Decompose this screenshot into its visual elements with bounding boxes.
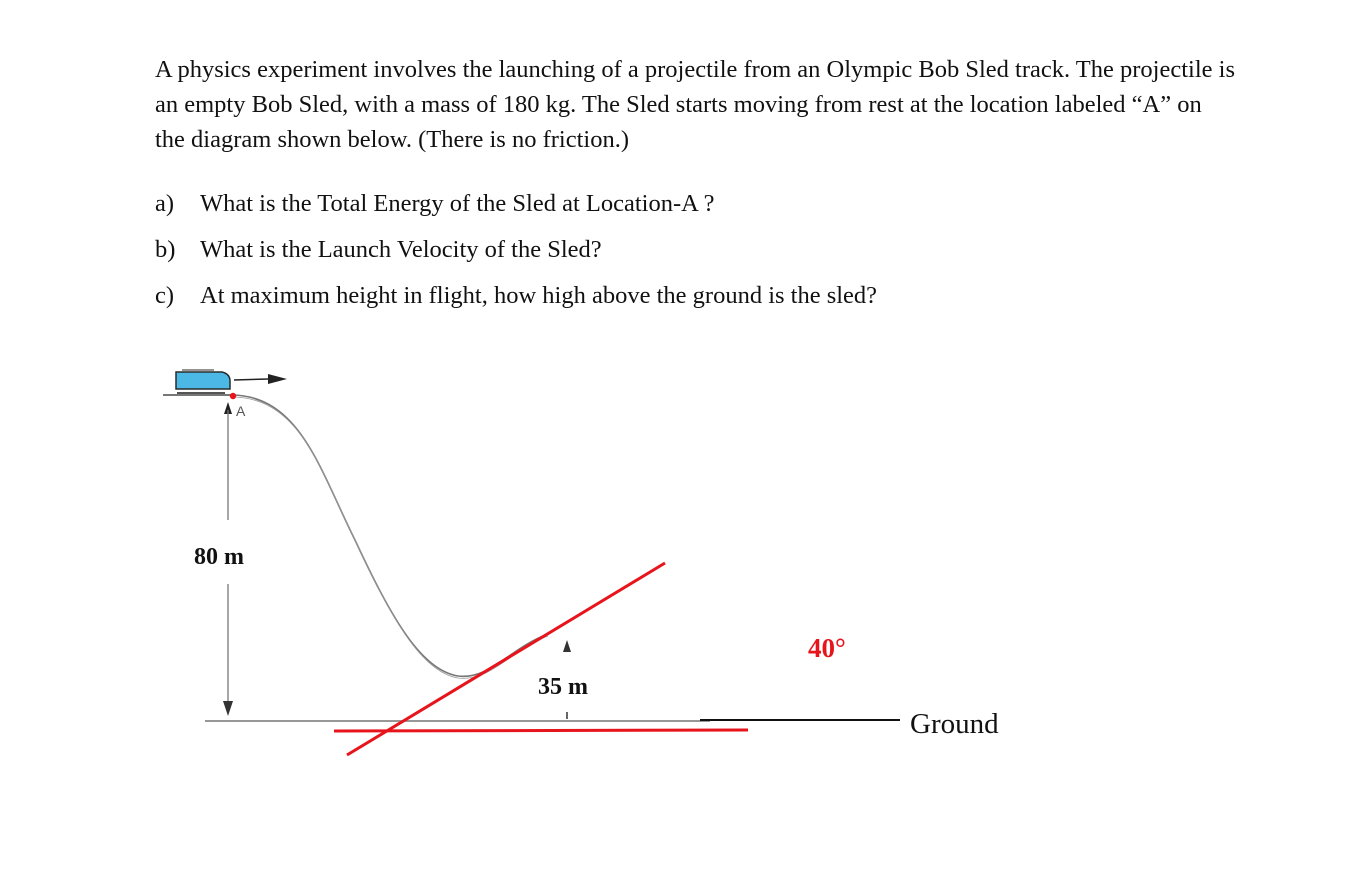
question-b-text: What is the Launch Velocity of the Sled? xyxy=(200,236,602,263)
point-a-label: A xyxy=(236,403,246,419)
question-a-text: What is the Total Energy of the Sled at Location-A ? xyxy=(200,190,715,217)
question-b-letter: b) xyxy=(155,236,176,263)
question-c-text: At maximum height in flight, how high above the ground is the sled? xyxy=(200,282,878,309)
horizontal-reference-line xyxy=(334,730,748,731)
sled-track xyxy=(232,395,548,676)
question-c-letter: c) xyxy=(155,282,175,309)
ground-label: Ground xyxy=(910,708,999,740)
problem-statement: A physics experiment involves the launching of a projectile from an Olympic Bob Sled track. The projectile is an empty Bob Sled, with a mass of 180 kg. The Sled starts moving from rest at the location labeled “A” on the diagram shown below. (There is no friction.) xyxy=(155,56,1235,153)
point-a-marker xyxy=(230,393,236,399)
velocity-arrow-shaft xyxy=(234,379,268,380)
height-label: 80 m xyxy=(194,544,244,570)
sled-body xyxy=(176,372,230,389)
height-dimension-arrow-icon xyxy=(223,701,233,716)
velocity-arrow-head xyxy=(268,374,287,384)
sled-track-shadow xyxy=(233,397,548,678)
ramp-height-arrow-icon xyxy=(563,640,571,652)
launch-angle-line xyxy=(347,563,665,755)
angle-label: 40° xyxy=(808,633,846,663)
ramp-height-label: 35 m xyxy=(538,674,588,700)
question-a-letter: a) xyxy=(155,190,175,217)
